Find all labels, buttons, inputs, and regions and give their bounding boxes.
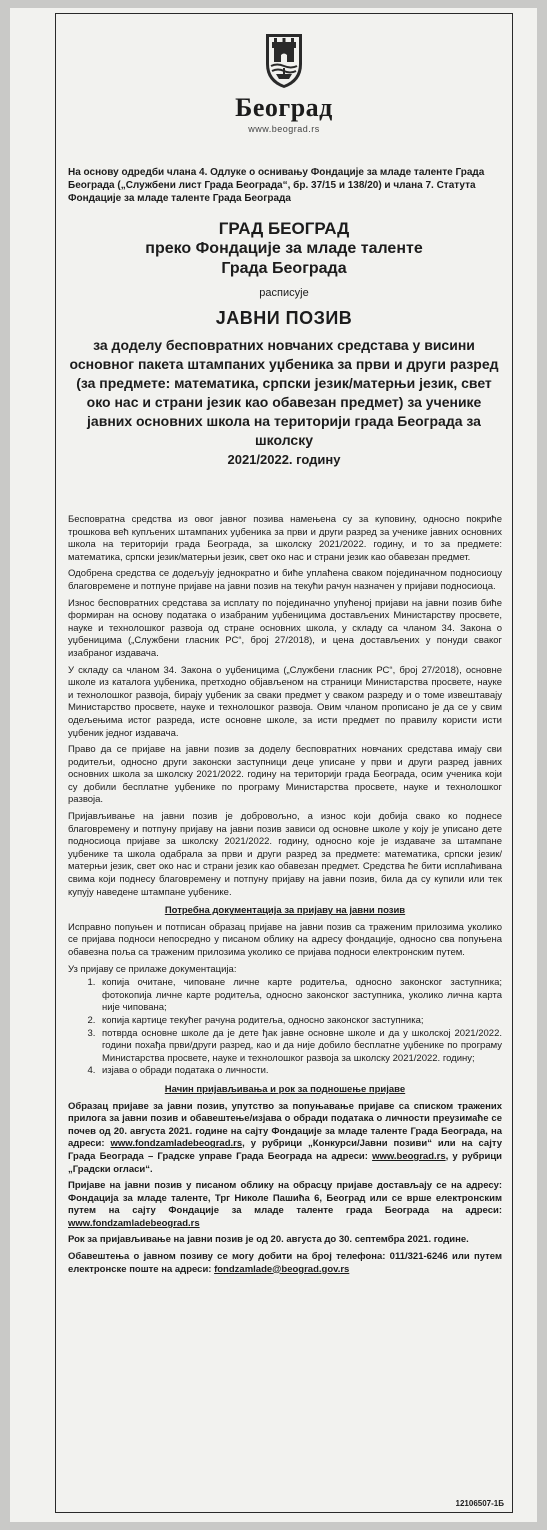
notice-body [68, 514, 502, 1280]
school-year: 2021/2022. годину [227, 452, 341, 467]
legal-basis-intro: На основу одредби члана 4. Одлуке о оснивању Фондације за младе таленте Града Београда („Службени лист Града Београда“, бр. 37/15 и 138/20) и члана 7. Статута Фондације за младе таленте Града Београда [68, 167, 485, 204]
form-download-mid: , у рубрици „Конкурси/Јавни позиви“ или на сајту Града Београда – Градске управе Града Београда на адреси: [68, 1138, 503, 1162]
announces-label: расписује [259, 287, 309, 299]
paragraph-contact [68, 1251, 502, 1276]
paragraph-form-download [68, 1101, 502, 1177]
issuer-city: Града Београда [221, 260, 347, 277]
form-download-end: , у рубрици „Градски огласи“. [68, 1150, 502, 1175]
issuer-via: преко Фондације за младе таленте [145, 240, 423, 257]
paragraph-submission [68, 1180, 502, 1230]
document-item: 1. копија очитане, чиповане личне карте родитеља, односно законског заступника; фотокопија личне карте родитеља, односно законског заступника, уколико лична карта није чипована; [98, 977, 502, 1015]
belgrade-coat-of-arms-icon [258, 30, 310, 92]
paragraph-application-form: Исправно попуњен и потписан образац пријаве на јавни позив са траженим прилозима уколико се пријава подноси непосредно у писаном облику на адресу фондације, односно сва попуњена обавезна поља са траженим прилозима уколико се пријава подноси електронским путем. [68, 921, 502, 958]
contact-email-link[interactable]: fondzamlade@beograd.gov.rs [214, 1263, 350, 1275]
document-item: 2. копија картице текућег рачуна родитеља, односно законског заступника; [98, 1015, 502, 1028]
title-block [56, 219, 512, 469]
city-website: www.beograd.rs [248, 124, 320, 134]
form-download-text: Образац пријаве за јавни позив, упутство за попуњавање пријаве са списком тражених прилога за јавни позив и обавештење/изјава о обради података о личности преузимаће се почев од 20. августа 2021. године на сајту Фондације за младе таленте Града Београда, на адреси: [68, 1100, 502, 1150]
paragraph-attachments-intro: Уз пријаву се прилаже документација: [68, 963, 237, 975]
paragraph-deadline: Рок за пријављивање на јавни позив је од 20. августа до 30. септембра 2021. године. [68, 1234, 469, 1246]
city-name: Београд [235, 93, 333, 122]
submission-website-link[interactable]: www.fondzamladebeograd.rs [68, 1217, 200, 1229]
document-item: 4. изјава о обради података о личности. [98, 1065, 502, 1078]
notice-header [56, 30, 512, 134]
paragraph-payment: Одобрена средства се додељују једнократно и биће уплаћена сваком појединачном подносиоцу благовремене и потпуне пријаве на јавни позив на текући рачун назначен у пријави подносиоца. [68, 568, 502, 592]
call-title: ЈАВНИ ПОЗИВ [215, 308, 353, 328]
call-subject: за доделу бесповратних новчаних средстава у висини основног пакета штампаних уџбеника за први и други разред (за предмете: математика, српски језик/матерњи језик, свет око нас и страни језик као обавезан предмет) за ученике јавних основних школа на територији града Београда за школску [69, 337, 499, 448]
documents-list [68, 977, 502, 1078]
paragraph-voluntary: Пријављивање на јавни позив је добровољно, а износ који добија свако ко поднесе благовремену и потпуну пријаву на јавни позив зависи од основне школе у коју је уписано дете подносиоца пријаве за школску 2021/2022. годину, односно које је издаваче за штампане уџбенике та школа одабрала за први и други разред за предмете: математика, српски језик/матерњи језик, свет око нас и страни језик као обавезан предмет. Средства ће бити исплаћивана свима који поднесу благовремену и потпуну пријаву на јавни позив, била да су купили или тек купују наведене штампане уџбенике. [68, 811, 502, 898]
submission-text: Пријаве на јавни позив у писаном облику на обрасцу пријаве достављају се на адресу: Фондација за младе таленте, Трг Николе Пашића 6, Београд или се врше електронским путем на сајту Фондације за младе таленте града Београда на адреси: [68, 1180, 502, 1217]
newspaper-page [10, 8, 537, 1522]
paragraph-law: У складу са чланом 34. Закона о уџбеницима („Службени гласник РС“, број 27/2018), основне школе из каталога уџбеника, претходно објављеном на страници Министарства просвете, науке и технолошког развоја, бирају уџбеник за сваки предмет у сваком разреду и о томе извештавају Министарство просвете, науке и технолошког развоја. Овим чланом прописано је да се у свим одељењима истог разреда, исте основне школе, за исти предмет по правилу користи исти уџбеник једног издавача. [68, 664, 502, 739]
issuer-title: ГРАД БЕОГРАД [218, 219, 350, 238]
paragraph-eligibility: Право да се пријаве на јавни позив за доделу бесповратних новчаних средстава имају сви родитељи, односно други законски заступници деце уписане у први и други разред јавних основних школа за школску 2021/2022. годину на територији града Београда, осим ученика који су добили бесплатне уџбенике по програму Министарства просвете, науке и технолошког развоја. [68, 744, 502, 806]
contact-text: Обавештења о јавном позиву се могу добити на број телефона: 011/321-6246 или путем електронске поште на адреси: [68, 1251, 502, 1275]
city-website-link[interactable]: www.beograd.rs [372, 1150, 446, 1162]
paragraph-purpose: Бесповратна средства из овог јавног позива намењена су за куповину, односно покриће трошкова већ купљених штампаних уџбеника за први и други разред за ученике јавних основних школа на територији града Београда, за школску 2021/2022. годину, и то за предмете: математика, српски језик/матерњи језик, свет око нас и страни језик као обавезан предмет. [68, 514, 502, 563]
heading-how-to-apply: Начин пријављивања и рок за подношење пријаве [164, 1083, 406, 1095]
ad-reference-code: 12106507-1Б [455, 1499, 504, 1508]
document-item: 3. потврда основне школе да је дете ђак јавне основне школе и да у школској 2021/2022. години похађа први/други разред, као и да није добило бесплатне уџбенике по програму Министарства просвете, науке и технолошког развоја за школску 2021/2022. годину; [98, 1028, 502, 1066]
foundation-website-link[interactable]: www.fondzamladebeograd.rs [110, 1138, 243, 1150]
heading-required-documents: Потребна документација за пријаву на јавни позив [164, 905, 406, 917]
public-notice [55, 13, 513, 1513]
paragraph-amount: Износ бесповратних средстава за исплату по појединачно упућеној пријави на јавни позив биће формиран на основу података о изабраним уџбеницима достављених Министарству просвете, науке и технолошког развоја од стране основних школа, у складу са чланом 34. Закона о уџбеницима („Службени гласник РС“, број 27/2018), и цена достављених у понуди сваког изабраног издавача. [68, 597, 502, 659]
